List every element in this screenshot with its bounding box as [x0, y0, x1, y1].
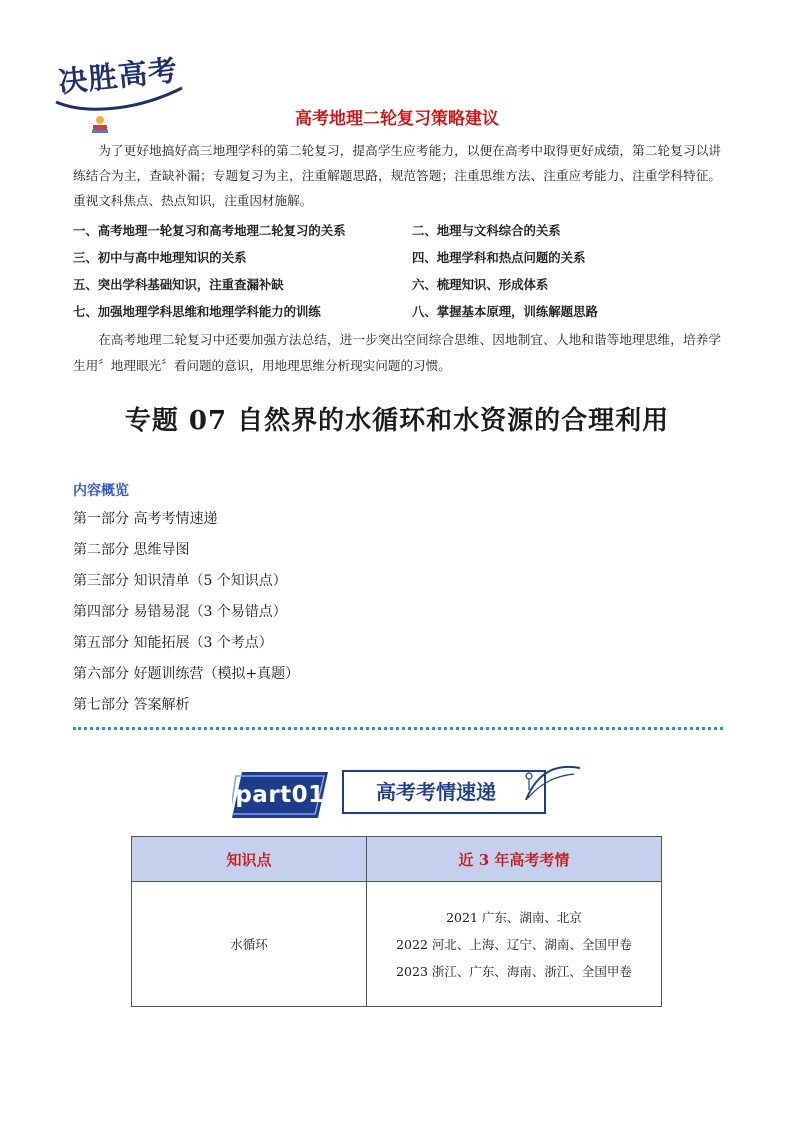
- strategy-row: [73, 248, 723, 275]
- document-title: 高考地理二轮复习策略建议: [295, 109, 499, 129]
- strategy-item: 四、地理学科和热点问题的关系: [412, 250, 586, 265]
- overview-item: 第一部分 高考考情速递: [73, 511, 218, 527]
- strategy-item: 七、加强地理学科思维和地理学科能力的训练: [73, 304, 321, 319]
- part-badge-label: part01: [235, 782, 325, 808]
- closing-paragraph: 在高考地理二轮复习中还要加强方法总结，进一步突出空间综合思维、因地制宜、人地和谐等地理思维，培养学生用〞地理眼光〞看问题的意识，用地理思维分析现实问题的习惯。: [73, 332, 721, 373]
- strategy-item: 一、高考地理一轮复习和高考地理二轮复习的关系: [73, 223, 346, 238]
- table-header-cell: 近 3 年高考考情: [367, 837, 662, 882]
- part-title: 高考考情速递: [376, 780, 496, 804]
- topic-title: 专题 07 自然界的水循环和水资源的合理利用: [124, 406, 670, 436]
- year-line: 2022 河北、上海、辽宁、湖南、全国甲卷: [396, 936, 632, 952]
- table-cell-years: [367, 882, 662, 1007]
- strategy-row: [73, 302, 723, 329]
- strategy-item: 五、突出学科基础知识，注重查漏补缺: [73, 277, 284, 292]
- year-line: 2023 浙江、广东、海南、浙江、全国甲卷: [396, 963, 632, 979]
- strategy-row: [73, 275, 723, 302]
- overview-item: 第三部分 知识清单（5 个知识点）: [73, 573, 287, 589]
- strategy-items: [73, 221, 723, 329]
- table-header-row: [132, 837, 662, 882]
- overview-item: 第六部分 好题训练营（模拟+真题）: [73, 666, 300, 682]
- exam-info-table: [131, 836, 662, 1007]
- strategy-item: 六、梳理知识、形成体系: [412, 277, 549, 292]
- strategy-item: 三、初中与高中地理知识的关系: [73, 250, 247, 265]
- table-header-cell: 知识点: [132, 837, 367, 882]
- year-line: 2021 广东、湖南、北京: [446, 909, 582, 925]
- logo-text: 决胜高考: [56, 52, 180, 100]
- overview-item: 第二部分 思维导图: [73, 542, 190, 558]
- strategy-item: 二、地理与文科综合的关系: [412, 223, 561, 238]
- dotted-divider: [73, 727, 723, 730]
- part-badge: [232, 772, 328, 818]
- overview-list: [73, 508, 299, 725]
- overview-item: 第四部分 易错易混（3 个易错点）: [73, 604, 287, 620]
- quill-icon: [498, 760, 582, 810]
- intro-paragraph: 为了更好地搞好高三地理学科的第二轮复习，提高学生应考能力，以便在高考中取得更好成绩，第二轮复习以讲练结合为主，查缺补漏；专题复习为主，注重解题思路，规范答题；注重思维方法、注重应考能力、注重学科特征。重视文科焦点、热点知识，注重因材施解。: [73, 143, 721, 208]
- overview-item: 第五部分 知能拓展（3 个考点）: [73, 635, 273, 651]
- table-row: [132, 882, 662, 1007]
- strategy-row: [73, 221, 723, 248]
- overview-heading: 内容概览: [73, 483, 129, 499]
- strategy-item: 八、掌握基本原理，训练解题思路: [412, 304, 598, 319]
- overview-item: 第七部分 答案解析: [73, 697, 190, 713]
- table-cell-topic: 水循环: [132, 882, 367, 1007]
